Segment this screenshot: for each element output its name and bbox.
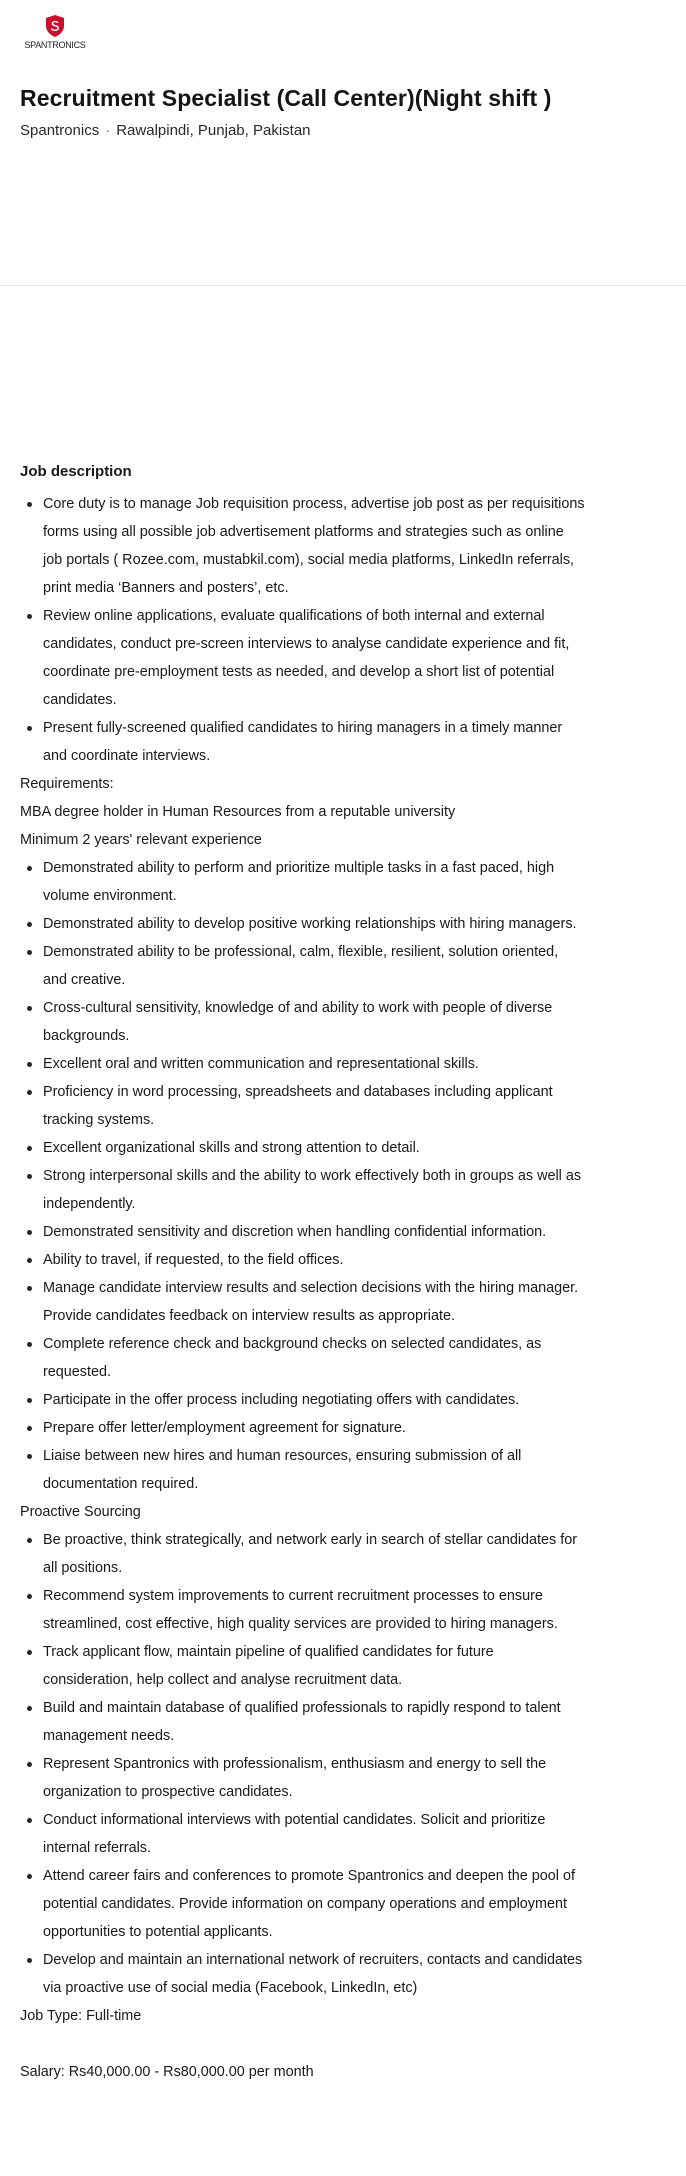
list-item: Review online applications, evaluate qualifications of both internal and external candidates, conduct pre-screen interviews to analyse candidate experience and fit, coordinate pre-employment tests as needed, and develop a short list of potential candidates. — [20, 602, 666, 714]
list-item: Be proactive, think strategically, and network early in search of stellar candidates for all positions. — [20, 1526, 666, 1582]
job-type: Job Type: Full-time — [20, 2008, 142, 2024]
list-item: Build and maintain database of qualified professionals to rapidly respond to talent management needs. — [20, 1694, 666, 1750]
list-item: Proficiency in word processing, spreadsheets and databases including applicant tracking systems. — [20, 1078, 666, 1134]
spantronics-logo-icon — [43, 14, 67, 38]
requirement-line: Minimum 2 years' relevant experience — [20, 832, 262, 848]
list-item: Track applicant flow, maintain pipeline of qualified candidates for future consideration, help collect and analyse recruitment data. — [20, 1638, 666, 1694]
job-subline — [20, 122, 666, 139]
job-description-heading: Job description — [20, 463, 132, 480]
list-item: Participate in the offer process including negotiating offers with candidates. — [20, 1386, 666, 1414]
list-item: Complete reference check and background checks on selected candidates, as requested. — [20, 1330, 666, 1386]
subline-separator: · — [105, 122, 111, 139]
job-title: Recruitment Specialist (Call Center)(Night shift ) — [20, 85, 552, 111]
job-header — [0, 0, 686, 286]
list-item: Strong interpersonal skills and the ability to work effectively both in groups as well as independently. — [20, 1162, 666, 1218]
spacer — [20, 2030, 666, 2058]
list-item: Represent Spantronics with professionalism, enthusiasm and energy to sell the organization to prospective candidates. — [20, 1750, 666, 1806]
list-item: Demonstrated sensitivity and discretion when handling confidential information. — [20, 1218, 666, 1246]
requirement-line: MBA degree holder in Human Resources from a reputable university — [20, 804, 456, 820]
list-item: Cross-cultural sensitivity, knowledge of and ability to work with people of diverse backgrounds. — [20, 994, 666, 1050]
job-location: Rawalpindi, Punjab, Pakistan — [116, 122, 311, 139]
list-item: Excellent organizational skills and strong attention to detail. — [20, 1134, 666, 1162]
list-item: Develop and maintain an international network of recruiters, contacts and candidates via proactive use of social media (Facebook, LinkedIn, etc) — [20, 1946, 666, 2002]
list-item: Manage candidate interview results and selection decisions with the hiring manager. Provide candidates feedback on interview results as appropriate. — [20, 1274, 666, 1330]
list-item: Demonstrated ability to be professional, calm, flexible, resilient, solution oriented, and creative. — [20, 938, 666, 994]
job-description-body — [20, 490, 666, 2086]
list-item: Present fully-screened qualified candidates to hiring managers in a timely manner and coordinate interviews. — [20, 714, 666, 770]
duties-list — [20, 490, 666, 770]
list-item: Demonstrated ability to develop positive working relationships with hiring managers. — [20, 910, 666, 938]
sourcing-label: Proactive Sourcing — [20, 1504, 141, 1520]
list-item: Demonstrated ability to perform and prioritize multiple tasks in a fast paced, high volume environment. — [20, 854, 666, 910]
list-item: Conduct informational interviews with potential candidates. Solicit and prioritize internal referrals. — [20, 1806, 666, 1862]
list-item: Prepare offer letter/employment agreement for signature. — [20, 1414, 666, 1442]
list-item: Ability to travel, if requested, to the field offices. — [20, 1246, 666, 1274]
company-logo[interactable] — [20, 14, 90, 50]
list-item: Attend career fairs and conferences to promote Spantronics and deepen the pool of potential candidates. Provide information on company operations and employment opportunities to potential applicants. — [20, 1862, 666, 1946]
job-description-section — [0, 462, 686, 2086]
list-item: Liaise between new hires and human resources, ensuring submission of all documentation required. — [20, 1442, 666, 1498]
list-item: Recommend system improvements to current recruitment processes to ensure streamlined, cost effective, high quality services are provided to hiring managers. — [20, 1582, 666, 1638]
list-item: Excellent oral and written communication and representational skills. — [20, 1050, 666, 1078]
salary: Salary: Rs40,000.00 - Rs80,000.00 per month — [20, 2064, 314, 2080]
sourcing-list — [20, 1526, 666, 2002]
company-logo-text: SPANTRONICS — [24, 40, 86, 50]
requirements-label: Requirements: — [20, 776, 114, 792]
company-name-link[interactable]: Spantronics — [20, 122, 100, 139]
requirements-list — [20, 854, 666, 1498]
list-item: Core duty is to manage Job requisition process, advertise job post as per requisitions forms using all possible job advertisement platforms and strategies such as online job portals ( Rozee.com, mustabkil.com), social media platforms, LinkedIn referrals, print media ‘Banners and posters’, etc. — [20, 490, 666, 602]
